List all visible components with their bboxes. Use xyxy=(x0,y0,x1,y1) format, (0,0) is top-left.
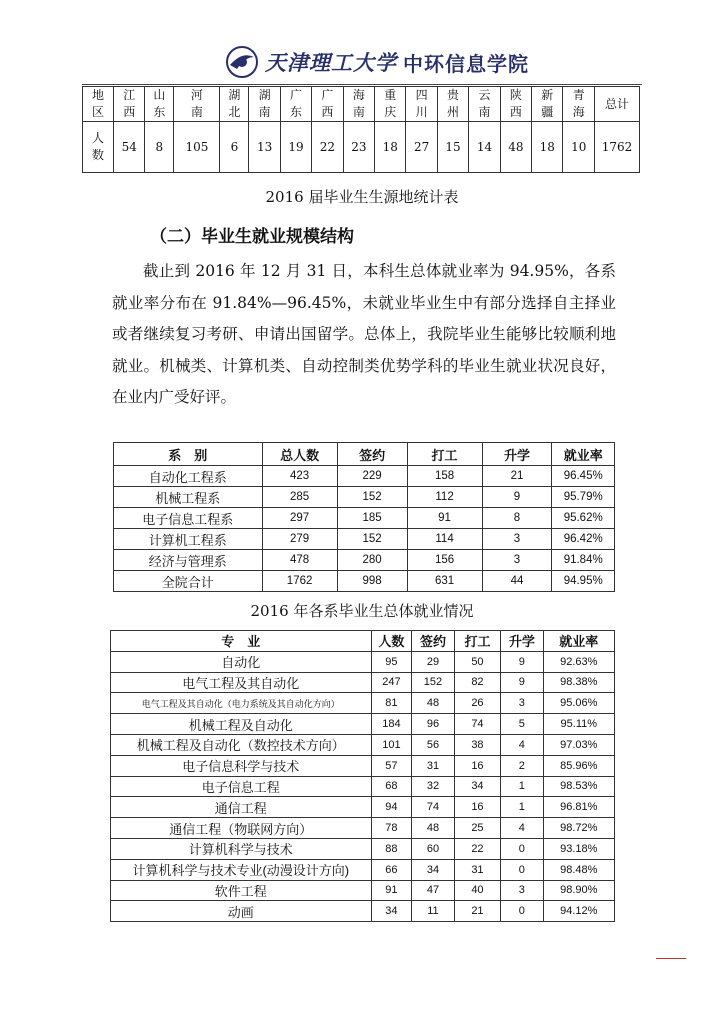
value-cell: 4 xyxy=(501,818,543,839)
value-cell: 8 xyxy=(482,508,552,529)
department-row xyxy=(114,487,615,508)
value-cell: 4 xyxy=(501,734,543,755)
major-table-header xyxy=(111,631,615,652)
region-row xyxy=(83,87,640,122)
value-cell: 98.90% xyxy=(543,880,614,901)
row-name-cell: 机械工程及自动化（数控技术方向） xyxy=(111,734,372,755)
row-name-cell: 计算机工程系 xyxy=(114,529,263,550)
row-label-region: 地区 xyxy=(91,88,104,119)
school-name: 天津理工大学 xyxy=(265,50,397,75)
value-cell: 9 xyxy=(501,672,543,693)
region-name-cell xyxy=(343,87,374,122)
region-name: 广西 xyxy=(321,88,334,119)
region-count: 6 xyxy=(220,122,249,173)
region-name: 陕西 xyxy=(509,88,522,119)
paragraph-text: 截止到 2016 年 12 月 31 日，本科生总体就业率为 94.95%，各系就业率分布在 91.84%—96.45%，未就业毕业生中有部分选择自主择业或者继续复习考研、申请出国留学。总体上，我院毕业生能够比较顺利地就业。机械类、计算机类、自动控制类优势学科的毕业生就业状况良好，在业内广受好评。 xyxy=(112,262,616,406)
region-count: 15 xyxy=(437,122,468,173)
column-header: 打工 xyxy=(454,631,500,652)
major-row xyxy=(111,755,615,776)
region-name: 江西 xyxy=(123,88,136,119)
region-table xyxy=(82,86,640,173)
value-cell: 0 xyxy=(501,901,543,922)
major-row xyxy=(111,838,615,859)
major-row xyxy=(111,797,615,818)
region-name: 河南 xyxy=(190,88,203,119)
value-cell: 2 xyxy=(501,755,543,776)
value-cell: 91 xyxy=(407,508,482,529)
value-cell: 0 xyxy=(501,859,543,880)
footer-mark xyxy=(656,958,686,959)
row-name-cell: 全院合计 xyxy=(114,571,263,592)
value-cell: 38 xyxy=(454,734,500,755)
school-logo-icon xyxy=(225,45,259,79)
value-cell: 998 xyxy=(337,571,407,592)
section-heading: （二）毕业生就业规模结构 xyxy=(150,227,354,247)
value-cell: 184 xyxy=(371,714,412,735)
row-name-cell: 电气工程及其自动化（电力系统及其自动化方向） xyxy=(111,693,372,714)
value-cell: 81 xyxy=(371,693,412,714)
value-cell: 48 xyxy=(412,818,455,839)
total-value: 1762 xyxy=(595,122,640,173)
value-cell: 91.84% xyxy=(552,550,615,571)
row-name-cell: 动画 xyxy=(111,901,372,922)
region-name: 海南 xyxy=(352,88,365,119)
row-name-cell: 通信工程（物联网方向） xyxy=(111,818,372,839)
header-rule xyxy=(82,84,642,85)
value-cell: 98.38% xyxy=(543,672,614,693)
region-name-cell xyxy=(532,87,563,122)
value-cell: 285 xyxy=(262,487,337,508)
value-cell: 29 xyxy=(412,651,455,672)
value-cell: 68 xyxy=(371,776,412,797)
column-header: 升学 xyxy=(501,631,543,652)
value-cell: 88 xyxy=(371,838,412,859)
value-cell: 9 xyxy=(501,651,543,672)
column-header: 签约 xyxy=(337,443,407,466)
region-count: 105 xyxy=(174,122,220,173)
row-name-cell: 通信工程 xyxy=(111,797,372,818)
value-cell: 47 xyxy=(412,880,455,901)
value-cell: 32 xyxy=(412,776,455,797)
value-cell: 96.42% xyxy=(552,529,615,550)
value-cell: 114 xyxy=(407,529,482,550)
value-cell: 97.03% xyxy=(543,734,614,755)
value-cell: 85.96% xyxy=(543,755,614,776)
region-count: 27 xyxy=(406,122,437,173)
value-cell: 152 xyxy=(412,672,455,693)
value-cell: 158 xyxy=(407,466,482,487)
row-name-cell: 计算机科学与技术专业(动漫设计方向) xyxy=(111,859,372,880)
value-cell: 82 xyxy=(454,672,500,693)
value-cell: 56 xyxy=(412,734,455,755)
value-cell: 57 xyxy=(371,755,412,776)
value-cell: 95.11% xyxy=(543,714,614,735)
column-header: 专 业 xyxy=(111,631,372,652)
department-row xyxy=(114,466,615,487)
value-cell: 185 xyxy=(337,508,407,529)
value-cell: 112 xyxy=(407,487,482,508)
value-cell: 247 xyxy=(371,672,412,693)
row-name-cell: 自动化工程系 xyxy=(114,466,263,487)
row-name-cell: 机械工程及自动化 xyxy=(111,714,372,735)
value-cell: 93.18% xyxy=(543,838,614,859)
value-cell: 94.12% xyxy=(543,901,614,922)
region-table-caption: 2016 届毕业生生源地统计表 xyxy=(265,188,459,206)
value-cell: 40 xyxy=(454,880,500,901)
region-name-cell xyxy=(249,87,280,122)
department-row xyxy=(114,508,615,529)
major-table xyxy=(110,630,615,922)
column-header: 打工 xyxy=(407,443,482,466)
region-count: 19 xyxy=(280,122,311,173)
region-name-cell xyxy=(220,87,249,122)
value-cell: 1762 xyxy=(262,571,337,592)
major-row xyxy=(111,818,615,839)
region-count: 13 xyxy=(249,122,280,173)
value-cell: 98.48% xyxy=(543,859,614,880)
region-count: 54 xyxy=(114,122,145,173)
region-name: 湖北 xyxy=(228,88,241,119)
row-name-cell: 计算机科学与技术 xyxy=(111,838,372,859)
column-header: 总人数 xyxy=(262,443,337,466)
page-header xyxy=(225,44,529,80)
row-name-cell: 电子信息工程 xyxy=(111,776,372,797)
department-table-header xyxy=(114,443,615,466)
value-cell: 95.79% xyxy=(552,487,615,508)
value-cell: 152 xyxy=(337,487,407,508)
value-cell: 152 xyxy=(337,529,407,550)
value-cell: 98.53% xyxy=(543,776,614,797)
major-row xyxy=(111,714,615,735)
row-name-cell: 自动化 xyxy=(111,651,372,672)
row-name-cell: 电子信息工程系 xyxy=(114,508,263,529)
value-cell: 96.81% xyxy=(543,797,614,818)
value-cell: 1 xyxy=(501,776,543,797)
value-cell: 96.45% xyxy=(552,466,615,487)
major-row xyxy=(111,776,615,797)
value-cell: 66 xyxy=(371,859,412,880)
column-header: 系 别 xyxy=(114,443,263,466)
value-cell: 50 xyxy=(454,651,500,672)
major-row xyxy=(111,651,615,672)
value-cell: 297 xyxy=(262,508,337,529)
row-label-count: 人数 xyxy=(91,131,104,162)
value-cell: 478 xyxy=(262,550,337,571)
value-cell: 5 xyxy=(501,714,543,735)
value-cell: 279 xyxy=(262,529,337,550)
college-name: 中环信息学院 xyxy=(403,51,529,76)
value-cell: 22 xyxy=(454,838,500,859)
region-name: 广东 xyxy=(290,88,303,119)
department-row xyxy=(114,550,615,571)
value-cell: 95.62% xyxy=(552,508,615,529)
region-name: 湖南 xyxy=(258,88,271,119)
region-name-cell xyxy=(145,87,174,122)
value-cell: 60 xyxy=(412,838,455,859)
value-cell: 3 xyxy=(501,693,543,714)
value-cell: 34 xyxy=(371,901,412,922)
region-name: 四川 xyxy=(415,88,428,119)
region-name: 贵州 xyxy=(447,88,460,119)
region-count: 14 xyxy=(469,122,500,173)
value-cell: 94 xyxy=(371,797,412,818)
value-cell: 21 xyxy=(454,901,500,922)
value-cell: 423 xyxy=(262,466,337,487)
department-table xyxy=(113,442,615,592)
region-count: 23 xyxy=(343,122,374,173)
region-name: 青海 xyxy=(572,88,585,119)
major-row xyxy=(111,734,615,755)
department-table-caption: 2016 年各系毕业生总体就业情况 xyxy=(250,602,474,620)
department-row xyxy=(114,571,615,592)
value-cell: 9 xyxy=(482,487,552,508)
column-header: 升学 xyxy=(482,443,552,466)
value-cell: 16 xyxy=(454,755,500,776)
region-name-cell xyxy=(406,87,437,122)
department-row xyxy=(114,529,615,550)
region-name: 重庆 xyxy=(384,88,397,119)
value-cell: 98.72% xyxy=(543,818,614,839)
value-cell: 3 xyxy=(482,529,552,550)
region-name-cell xyxy=(469,87,500,122)
value-cell: 96 xyxy=(412,714,455,735)
major-row xyxy=(111,672,615,693)
value-cell: 34 xyxy=(454,776,500,797)
value-cell: 11 xyxy=(412,901,455,922)
row-name-cell: 经济与管理系 xyxy=(114,550,263,571)
value-cell: 0 xyxy=(501,838,543,859)
region-name-cell xyxy=(375,87,406,122)
region-name-cell xyxy=(114,87,145,122)
major-row xyxy=(111,880,615,901)
region-name: 云南 xyxy=(478,88,491,119)
region-name-cell xyxy=(174,87,220,122)
region-count: 18 xyxy=(532,122,563,173)
value-cell: 44 xyxy=(482,571,552,592)
value-cell: 16 xyxy=(454,797,500,818)
value-cell: 48 xyxy=(412,693,455,714)
value-cell: 91 xyxy=(371,880,412,901)
value-cell: 631 xyxy=(407,571,482,592)
section-paragraph xyxy=(112,256,616,414)
value-cell: 21 xyxy=(482,466,552,487)
value-cell: 156 xyxy=(407,550,482,571)
region-count: 22 xyxy=(312,122,343,173)
column-header: 签约 xyxy=(412,631,455,652)
value-cell: 1 xyxy=(501,797,543,818)
row-name-cell: 机械工程系 xyxy=(114,487,263,508)
value-cell: 229 xyxy=(337,466,407,487)
major-row xyxy=(111,693,615,714)
value-cell: 280 xyxy=(337,550,407,571)
row-name-cell: 电气工程及其自动化 xyxy=(111,672,372,693)
row-name-cell: 电子信息科学与技术 xyxy=(111,755,372,776)
value-cell: 3 xyxy=(501,880,543,901)
region-count: 10 xyxy=(563,122,595,173)
value-cell: 31 xyxy=(412,755,455,776)
region-name-cell xyxy=(312,87,343,122)
count-row xyxy=(83,122,640,173)
column-header: 人数 xyxy=(371,631,412,652)
value-cell: 74 xyxy=(412,797,455,818)
value-cell: 34 xyxy=(412,859,455,880)
column-header: 就业率 xyxy=(552,443,615,466)
value-cell: 101 xyxy=(371,734,412,755)
region-count: 18 xyxy=(375,122,406,173)
value-cell: 78 xyxy=(371,818,412,839)
column-header: 就业率 xyxy=(543,631,614,652)
value-cell: 95 xyxy=(371,651,412,672)
major-row xyxy=(111,859,615,880)
value-cell: 3 xyxy=(482,550,552,571)
value-cell: 25 xyxy=(454,818,500,839)
value-cell: 26 xyxy=(454,693,500,714)
region-count: 48 xyxy=(500,122,531,173)
region-name: 山东 xyxy=(153,88,166,119)
region-name-cell xyxy=(437,87,468,122)
value-cell: 95.06% xyxy=(543,693,614,714)
region-name: 新疆 xyxy=(541,88,554,119)
region-name-cell xyxy=(280,87,311,122)
value-cell: 31 xyxy=(454,859,500,880)
region-name-cell xyxy=(563,87,595,122)
major-row xyxy=(111,901,615,922)
region-name-cell xyxy=(500,87,531,122)
total-label: 总计 xyxy=(595,87,640,122)
value-cell: 92.63% xyxy=(543,651,614,672)
value-cell: 94.95% xyxy=(552,571,615,592)
value-cell: 74 xyxy=(454,714,500,735)
row-name-cell: 软件工程 xyxy=(111,880,372,901)
region-count: 8 xyxy=(145,122,174,173)
